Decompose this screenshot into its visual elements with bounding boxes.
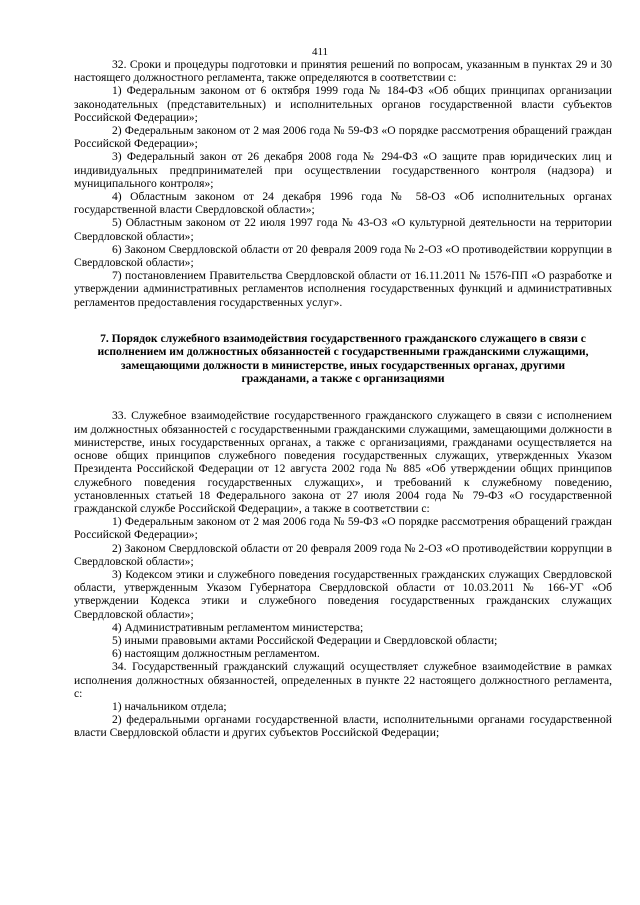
list-item: 7) постановлением Правительства Свердловской области от 16.11.2011 № 1576-ПП «О разработке и утверждении административных регламентов исполнения государственных функций и административных регламентов предоставления государственных услуг». xyxy=(74,269,612,309)
list-item: 3) Федеральный закон от 26 декабря 2008 года № 294-ФЗ «О защите прав юридических лиц и индивидуальных предпринимателей при осуществлении государственного контроля (надзора) и муниципального контроля»; xyxy=(74,150,612,190)
list-item: 6) Законом Свердловской области от 20 февраля 2009 года № 2-ОЗ «О противодействии коррупции в Свердловской области»; xyxy=(74,242,612,270)
list-item: 1) Федеральным законом от 2 мая 2006 года № 59-ФЗ «О порядке рассмотрения обращений граждан Российской Федерации»; xyxy=(74,515,612,542)
paragraph-34: 34. Государственный гражданский служащий осуществляет служебное взаимодействие в рамках исполнения должностных обязанностей, определенных в пункте 22 настоящего должностного регламента, с: xyxy=(74,660,612,700)
list-item: 3) Кодексом этики и служебного поведения государственных гражданских служащих Свердловской области, утвержденным Указом Губернатора Свердловской области от 10.03.2011 № 166-УГ «Об утверждении Кодекса этики и служебного поведения государственных гражданских служащих Свердловской области»; xyxy=(74,567,612,621)
paragraph-32: 32. Сроки и процедуры подготовки и принятия решений по вопросам, указанным в пунктах 29 и 30 настоящего должностного регламента, также определяются в соответствии с: xyxy=(74,58,612,85)
list-item: 2) Законом Свердловской области от 20 февраля 2009 года № 2-ОЗ «О противодействии коррупции в Свердловской области»; xyxy=(74,541,612,568)
list-item: 5) Областным законом от 22 июля 1997 года № 43-ОЗ «О культурной деятельности на территории Свердловской области»; xyxy=(74,216,612,243)
list-item: 2) федеральными органами государственной власти, исполнительными органами государственной власти Свердловской области и других субъектов Российской Федерации; xyxy=(74,713,612,740)
list-item: 4) Административным регламентом министерства; xyxy=(112,620,364,634)
list-item: 1) начальником отдела; xyxy=(112,699,227,713)
list-item: 6) настоящим должностным регламентом. xyxy=(112,647,320,661)
section-heading: 7. Порядок служебного взаимодействия государственного гражданского служащего в связи с исполнением им должностных обязанностей с государственными гражданскими служащими, замещающими должности в министерстве, иных государственных органах, другими гражданами, а также с организациями xyxy=(97,331,589,386)
list-item: 4) Областным законом от 24 декабря 1996 года № 58-ОЗ «Об исполнительных органах государственной власти Свердловской области»; xyxy=(74,190,612,217)
paragraph-33: 33. Служебное взаимодействие государственного гражданского служащего в связи с исполнением им должностных обязанностей с государственными гражданскими служащими, замещающими должности в министерстве, иных государственных органах, а также с организациями, гражданами осуществляется на основе общих принципов служебного поведения государственных служащих, утвержденных Указом Президента Российской Федерации от 12 августа 2002 года № 885 «Об утверждении общих принципов служебного поведения государственных служащих», и требований к служебному поведению, установленных статьей 18 Федерального закона от 27 июля 2004 года № 79-ФЗ «О государственной гражданской службе Российской Федерации», а также в соответствии с: xyxy=(74,409,612,515)
list-item: 2) Федеральным законом от 2 мая 2006 года № 59-ФЗ «О порядке рассмотрения обращений граждан Российской Федерации»; xyxy=(74,124,612,151)
list-item: 5) иными правовыми актами Российской Федерации и Свердловской области; xyxy=(112,633,498,647)
document-body xyxy=(74,58,612,740)
page-number: 411 xyxy=(311,46,329,58)
list-item: 1) Федеральным законом от 6 октября 1999 года № 184-ФЗ «Об общих принципах организации законодательных (представительных) и исполнительных органов государственной власти субъектов Российской Федерации»; xyxy=(74,84,612,124)
